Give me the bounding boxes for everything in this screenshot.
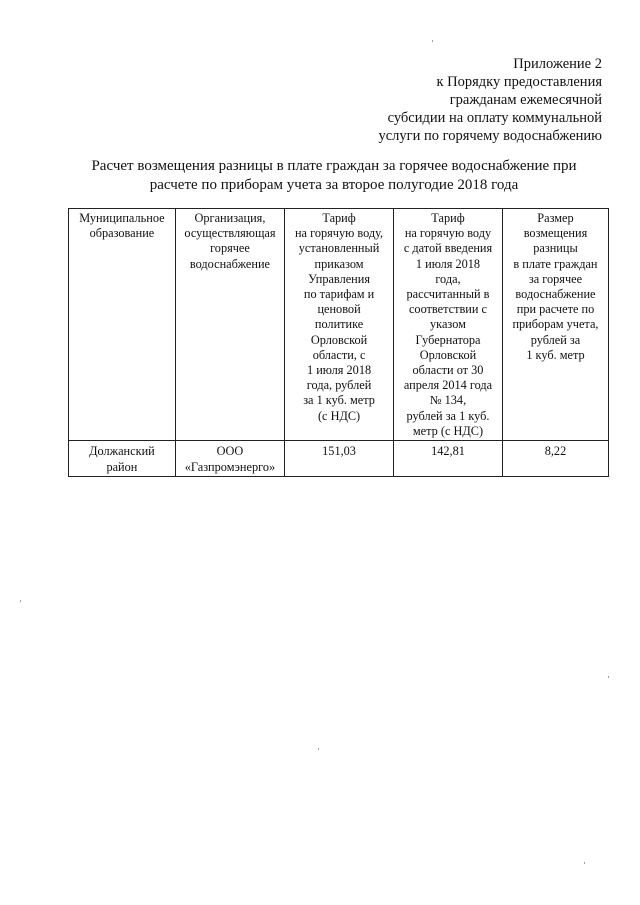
title-line: расчете по приборам учета за второе полугодие 2018 года xyxy=(149,177,519,193)
compensation-table xyxy=(68,208,609,477)
annex-block xyxy=(340,55,602,145)
table-row xyxy=(69,441,609,477)
annex-line: услуги по горячему водоснабжению xyxy=(378,128,602,144)
scan-speck xyxy=(584,862,585,864)
scan-speck xyxy=(608,676,609,678)
annex-line: к Порядку предоставления xyxy=(436,74,602,90)
cell-municipality: Должанский район xyxy=(69,441,176,477)
annex-line: Приложение 2 xyxy=(513,56,602,72)
header-municipality: Муниципальное образование xyxy=(69,209,176,441)
cell-compensation-amount: 8,22 xyxy=(502,441,608,477)
header-tariff-established: Тариф на горячую воду, установленный приказом Управления по тарифам и ценовой политике Орловской области, с 1 июля 2018 года, рублей за 1 куб. метр (с НДС) xyxy=(285,209,394,441)
table-header-row xyxy=(69,209,609,441)
cell-organization: ООО «Газпромэнерго» xyxy=(175,441,284,477)
header-tariff-calculated: Тариф на горячую воду с датой введения 1 июля 2018 года, рассчитанный в соответствии с указом Губернатора Орловской области от 30 апреля 2014 года № 134, рублей за 1 куб. метр (с НДС) xyxy=(394,209,503,441)
scan-speck xyxy=(432,40,433,42)
title-line: Расчет возмещения разницы в плате граждан за горячее водоснабжение при xyxy=(91,158,577,174)
cell-tariff-calculated: 142,81 xyxy=(394,441,503,477)
header-organization: Организация, осуществляющая горячее водоснабжение xyxy=(175,209,284,441)
annex-line: субсидии на оплату коммунальной xyxy=(387,110,602,126)
header-compensation-amount: Размер возмещения разницы в плате граждан за горячее водоснабжение при расчете по приборам учета, рублей за 1 куб. метр xyxy=(502,209,608,441)
scan-speck xyxy=(318,748,319,750)
document-title xyxy=(60,157,608,195)
annex-line: гражданам ежемесячной xyxy=(449,92,602,108)
cell-tariff-established: 151,03 xyxy=(285,441,394,477)
scan-speck xyxy=(20,600,21,602)
